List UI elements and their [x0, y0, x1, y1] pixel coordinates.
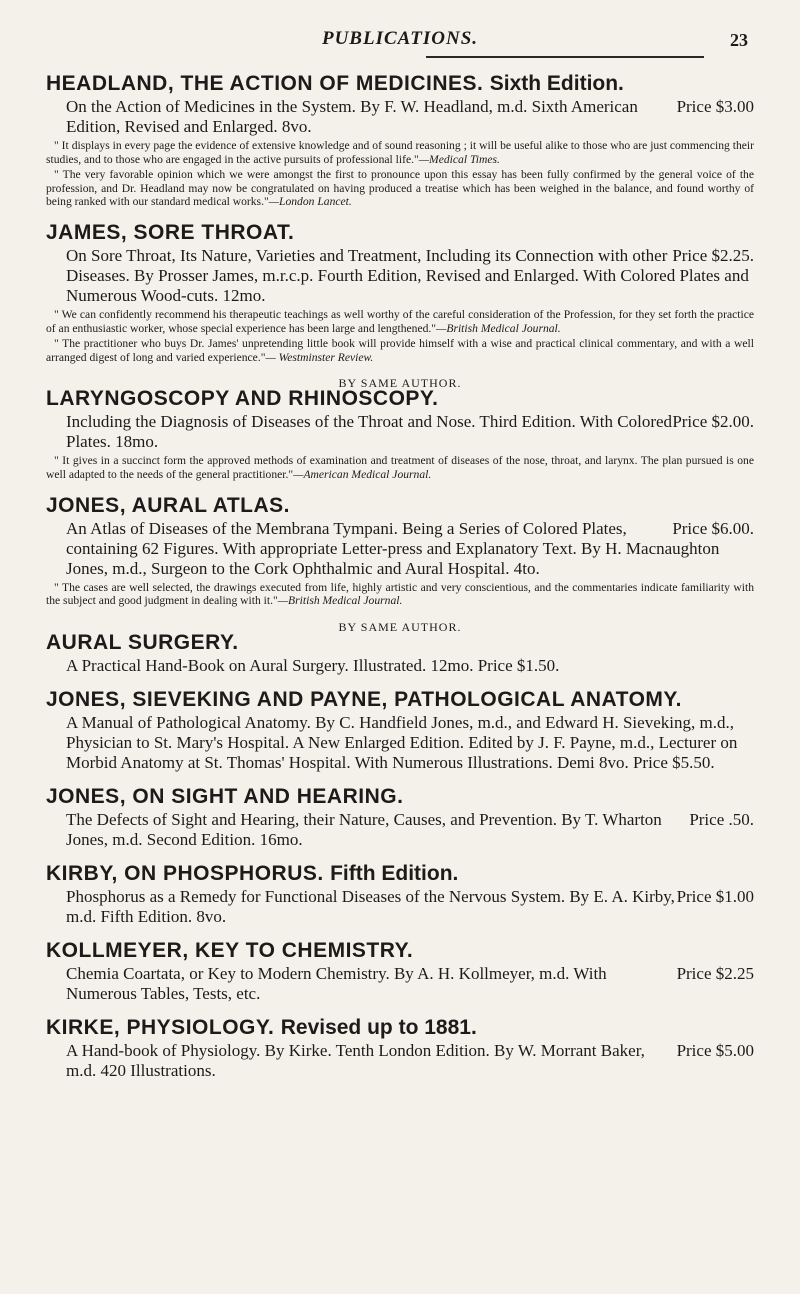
- entry-title: KIRBY, ON PHOSPHORUS.: [46, 861, 324, 885]
- by-same-author-note: BY SAME AUTHOR.: [338, 619, 462, 634]
- entry-description-text: Including the Diagnosis of Diseases of the Throat and Nose. Third Edition. With Colored Plates. 18mo.: [66, 412, 673, 452]
- catalog-entries: [46, 72, 754, 1081]
- entry-price: Price $2.25: [676, 963, 754, 983]
- entry-heading: [46, 939, 754, 963]
- review-quote: [46, 337, 754, 364]
- entry-heading: [46, 862, 754, 886]
- catalog-entry: [46, 221, 754, 364]
- running-head: [46, 0, 754, 60]
- entry-heading: [46, 387, 754, 411]
- catalog-entry: [46, 939, 754, 1004]
- entry-heading: [46, 72, 754, 96]
- review-source: —Medical Times.: [418, 152, 500, 166]
- entry-description-text: A Practical Hand-Book on Aural Surgery. Illustrated. 12mo. Price $1.50.: [66, 655, 560, 675]
- entry-title: JONES, ON SIGHT AND HEARING.: [46, 784, 404, 808]
- review-text: " The practitioner who buys Dr. James' unpretending little book will provide himself with a wise and practical clinical commentary, and with a well arranged digest of long and varied experience.": [46, 337, 754, 364]
- catalog-entry: [46, 620, 754, 676]
- entry-description: [46, 1041, 754, 1081]
- review-quote: [46, 581, 754, 608]
- catalog-entry: [46, 494, 754, 608]
- entry-title: KOLLMEYER, KEY TO CHEMISTRY.: [46, 938, 414, 962]
- entry-description-text: Phosphorus as a Remedy for Functional Diseases of the Nervous System. By E. A. Kirby, m.d. Fifth Edition. 8vo.: [66, 886, 675, 926]
- entry-description: [46, 887, 754, 927]
- review-source: —American Medical Journal.: [293, 467, 432, 481]
- catalog-entry: [46, 688, 754, 773]
- entry-heading: [46, 221, 754, 245]
- entry-heading: [46, 785, 754, 809]
- review-text: " The very favorable opinion which we were amongst the first to pronounce upon this essay has been fully confirmed by the general voice of the profession, and Dr. Headland may now be congratulated on having produced a treatise which has been weighed in the balance, and found worthy of being ranked with our standard medical works.": [46, 168, 754, 209]
- entry-description: [46, 810, 754, 850]
- entry-description-text: On Sore Throat, Its Nature, Varieties and Treatment, Including its Connection with other Diseases. By Prosser James, m.r.c.p. Fourth Edition, Revised and Enlarged. With Colored Plates and Numerous Wood-cuts. 12mo.: [66, 245, 749, 305]
- catalog-entry: [46, 1016, 754, 1081]
- catalog-entry: [46, 862, 754, 927]
- entry-title: JONES, SIEVEKING AND PAYNE, PATHOLOGICAL ANATOMY.: [46, 687, 682, 711]
- entry-heading: [46, 688, 754, 712]
- entry-price: Price $2.25.: [672, 245, 754, 265]
- entry-description: [46, 656, 754, 676]
- entry-edition-note: Sixth Edition.: [489, 72, 624, 95]
- catalog-entry: [46, 376, 754, 481]
- entry-title: AURAL SURGERY.: [46, 630, 239, 654]
- entry-description: [46, 713, 754, 773]
- review-text: " It displays in every page the evidence of extensive knowledge and of sound reasoning ; it will be useful alike to those who are just commencing their studies, and to those who are engaged in the active pursuits of professional life.": [46, 139, 754, 166]
- entry-price: Price $5.00: [676, 1040, 754, 1060]
- entry-description-text: An Atlas of Diseases of the Membrana Tympani. Being a Series of Colored Plates, containing 62 Figures. With appropriate Letter-press and Explanatory Text. By H. Macnaughton Jones, m.d., Surgeon to the Cork Ophthalmic and Aural Hospital. 4to.: [66, 518, 720, 578]
- entry-description: [46, 964, 754, 1004]
- page-number: 23: [730, 30, 748, 50]
- entry-price: Price $1.00: [676, 886, 754, 906]
- review-quote: [46, 308, 754, 335]
- entry-price: Price $2.00.: [672, 412, 754, 432]
- review-quote: [46, 454, 754, 481]
- entry-heading: [46, 1016, 754, 1040]
- entry-description-text: A Hand-book of Physiology. By Kirke. Tenth London Edition. By W. Morrant Baker, m.d. 420 Illustrations.: [66, 1040, 645, 1080]
- head-rule: [426, 56, 704, 58]
- entry-description: [46, 519, 754, 579]
- entry-title: JAMES, SORE THROAT.: [46, 220, 295, 244]
- entry-title: HEADLAND, THE ACTION OF MEDICINES.: [46, 72, 484, 95]
- entry-edition-note: Fifth Edition.: [330, 861, 459, 885]
- review-text: " The cases are well selected, the drawings executed from life, highly artistic and very conscientious, and the commentaries indicate familiarity with the subject and good judgment in dealing with it.": [46, 580, 754, 608]
- entry-price: Price .50.: [689, 809, 754, 829]
- review-source: —British Medical Journal.: [277, 594, 403, 608]
- entry-title: KIRKE, PHYSIOLOGY.: [46, 1015, 275, 1039]
- entry-title: JONES, AURAL ATLAS.: [46, 493, 291, 517]
- entry-edition-note: Revised up to 1881.: [280, 1015, 477, 1039]
- entry-description-text: A Manual of Pathological Anatomy. By C. Handfield Jones, m.d., and Edward H. Sieveking, m.d., Physician to St. Mary's Hospital. A New Enlarged Edition. Edited by J. F. Payne, m.d., Lecturer on Morbid Anatomy at St. Thomas' Hospital. With Numerous Illustrations. Demi 8vo. Price $5.50.: [66, 712, 738, 772]
- entry-price: Price $6.00.: [672, 518, 754, 538]
- review-text: " We can confidently recommend his therapeutic teachings as well worthy of the careful consideration of the Profession, for they set forth the practice of an enthusiastic worker, whose special experience has been large and lengthened.": [46, 307, 754, 335]
- review-source: —British Medical Journal.: [436, 321, 561, 335]
- entry-price: Price $3.00: [676, 97, 754, 116]
- entry-description: [46, 246, 754, 306]
- entry-heading: [46, 494, 754, 518]
- review-source: —London Lancet.: [268, 195, 352, 209]
- review-text: " It gives in a succinct form the approved methods of examination and treatment of diseases of the nose, throat, and larynx. The plan pursued is one well adapted to the needs of the general practitioner.": [46, 454, 754, 481]
- entry-title: LARYNGOSCOPY AND RHINOSCOPY.: [46, 387, 439, 411]
- by-same-author-note: BY SAME AUTHOR.: [338, 376, 462, 391]
- entry-description: [46, 412, 754, 452]
- entry-description-text: Chemia Coartata, or Key to Modern Chemistry. By A. H. Kollmeyer, m.d. With Numerous Tables, Tests, etc.: [66, 963, 607, 1003]
- entry-description-text: The Defects of Sight and Hearing, their Nature, Causes, and Prevention. By T. Wharton Jones, m.d. Second Edition. 16mo.: [66, 809, 662, 849]
- entry-description-text: On the Action of Medicines in the System. By F. W. Headland, m.d. Sixth American Edition, Revised and Enlarged. 8vo.: [66, 97, 638, 136]
- catalog-entry: [46, 785, 754, 850]
- catalog-entry: [46, 72, 754, 209]
- entry-description: [46, 97, 754, 137]
- review-source: — Westminster Review.: [265, 350, 374, 364]
- review-quote: [46, 168, 754, 209]
- running-title: PUBLICATIONS.: [321, 28, 479, 49]
- review-quote: [46, 139, 754, 166]
